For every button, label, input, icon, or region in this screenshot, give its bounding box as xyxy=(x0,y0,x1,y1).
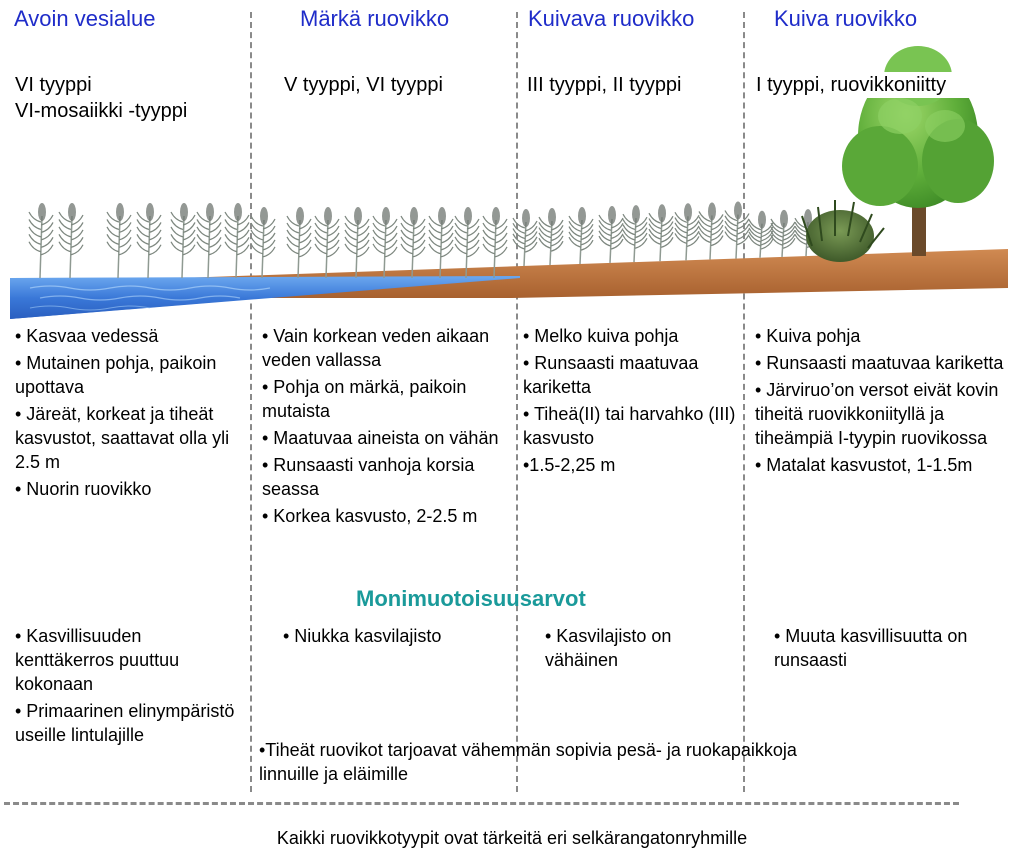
list-item: • Pohja on märkä, paikoin mutaista xyxy=(262,377,467,421)
list-item: • Kasvillisuuden kenttäkerros puuttuu kokonaan xyxy=(15,626,180,694)
reed-icon xyxy=(401,207,425,278)
reed-icon xyxy=(429,207,453,278)
list-item: • Primaarinen elinympäristö useille lintulajille xyxy=(15,701,235,745)
diversity-dry-reedbed xyxy=(774,624,994,675)
zone-title-wet-reedbed: Märkä ruovikko xyxy=(300,6,450,31)
type-line: VI-mosaiikki -tyyppi xyxy=(15,100,188,122)
list-item: • Matalat kasvustot, 1-1.5m xyxy=(755,455,973,475)
reed-icon xyxy=(59,203,83,278)
reed-icon xyxy=(29,203,53,278)
list-item: • Järviruo’on versot eivät kovin tiheitä ruovikkoniityllä ja tiheämpiä I-tyypin ruovikossa xyxy=(755,380,999,448)
list-item: • Tiheä(II) tai harvahko (III) kasvusto xyxy=(523,404,736,448)
diversity-drying-reedbed xyxy=(545,624,735,675)
list-item: • Kuiva pohja xyxy=(755,326,861,346)
diversity-open-water xyxy=(15,624,235,750)
reed-icon xyxy=(725,202,749,259)
reed-icon xyxy=(315,207,339,278)
features-wet-reedbed xyxy=(262,324,516,531)
shared-diversity-note: •Tiheät ruovikot tarjoavat vähemmän sopivia pesä- ja ruokapaikkoja linnuille ja eläimille xyxy=(259,740,797,784)
footer-divider xyxy=(4,802,959,805)
list-item: • Kasvaa vedessä xyxy=(15,326,159,346)
list-item: • Kasvilajisto on vähäinen xyxy=(545,626,672,670)
features-dry-reedbed xyxy=(755,324,1017,480)
reed-icon xyxy=(171,203,195,278)
list-item: • Muuta kasvillisuutta on runsaasti xyxy=(774,626,968,670)
reed-icon xyxy=(599,206,623,263)
zone-types-dry-reedbed xyxy=(756,72,970,98)
reed-icon xyxy=(649,204,673,261)
type-line: I tyyppi, ruovikkoniitty xyxy=(756,74,947,96)
reed-icon xyxy=(623,205,647,262)
reed-icon xyxy=(749,211,773,258)
list-item: • Melko kuiva pohja xyxy=(523,326,679,346)
bush-icon xyxy=(802,200,884,262)
reed-icon xyxy=(513,209,537,266)
type-line: V tyyppi, VI tyyppi xyxy=(284,74,443,96)
diversity-wet-reedbed xyxy=(283,624,513,651)
reed-icon xyxy=(287,207,311,278)
list-item: • Maatuvaa aineista on vähän xyxy=(262,428,499,448)
reed-icon xyxy=(539,208,563,265)
zone-types-open-water xyxy=(15,72,187,124)
list-item: • Vain korkean veden aikaan veden vallassa xyxy=(262,326,490,370)
features-drying-reedbed xyxy=(523,324,743,480)
list-item: • Korkea kasvusto, 2-2.5 m xyxy=(262,506,478,526)
reed-icon xyxy=(675,203,699,260)
reed-icon xyxy=(107,203,131,278)
list-item: •1.5-2,25 m xyxy=(523,455,616,475)
type-line: III tyyppi, II tyyppi xyxy=(527,74,682,96)
zone-types-wet-reedbed xyxy=(284,72,443,98)
reed-icon xyxy=(137,203,161,278)
reed-icon xyxy=(197,203,221,278)
list-item: • Runsaasti maatuvaa kariketta xyxy=(755,353,1004,373)
reed-icon xyxy=(251,207,275,278)
list-item: • Runsaasti maatuvaa kariketta xyxy=(523,353,699,397)
zone-title-drying-reedbed: Kuivava ruovikko xyxy=(528,6,695,31)
reed-icon xyxy=(225,203,249,278)
list-item: • Järeät, korkeat ja tiheät kasvustot, saattavat olla yli 2.5 m xyxy=(15,404,230,472)
list-item: • Niukka kasvilajisto xyxy=(283,626,442,646)
reed-icon xyxy=(373,207,397,278)
list-item: • Runsaasti vanhoja korsia seassa xyxy=(262,455,475,499)
features-open-water xyxy=(15,324,247,504)
zone-types-drying-reedbed xyxy=(527,72,682,98)
reed-icon xyxy=(699,202,723,259)
list-item: • Nuorin ruovikko xyxy=(15,479,152,499)
reed-icon xyxy=(569,207,593,264)
list-item: • Mutainen pohja, paikoin upottava xyxy=(15,353,217,397)
zone-title-open-water: Avoin vesialue xyxy=(14,6,156,31)
footer-note: Kaikki ruovikkotyypit ovat tärkeitä eri selkärangatonryhmille xyxy=(276,828,748,848)
type-line: VI tyyppi xyxy=(15,74,92,96)
reed-icon xyxy=(345,207,369,278)
reed-icon xyxy=(771,210,795,257)
zone-title-dry-reedbed: Kuiva ruovikko xyxy=(774,6,918,31)
diversity-title: Monimuotoisuusarvot xyxy=(356,586,586,611)
reed-icon xyxy=(455,207,479,278)
